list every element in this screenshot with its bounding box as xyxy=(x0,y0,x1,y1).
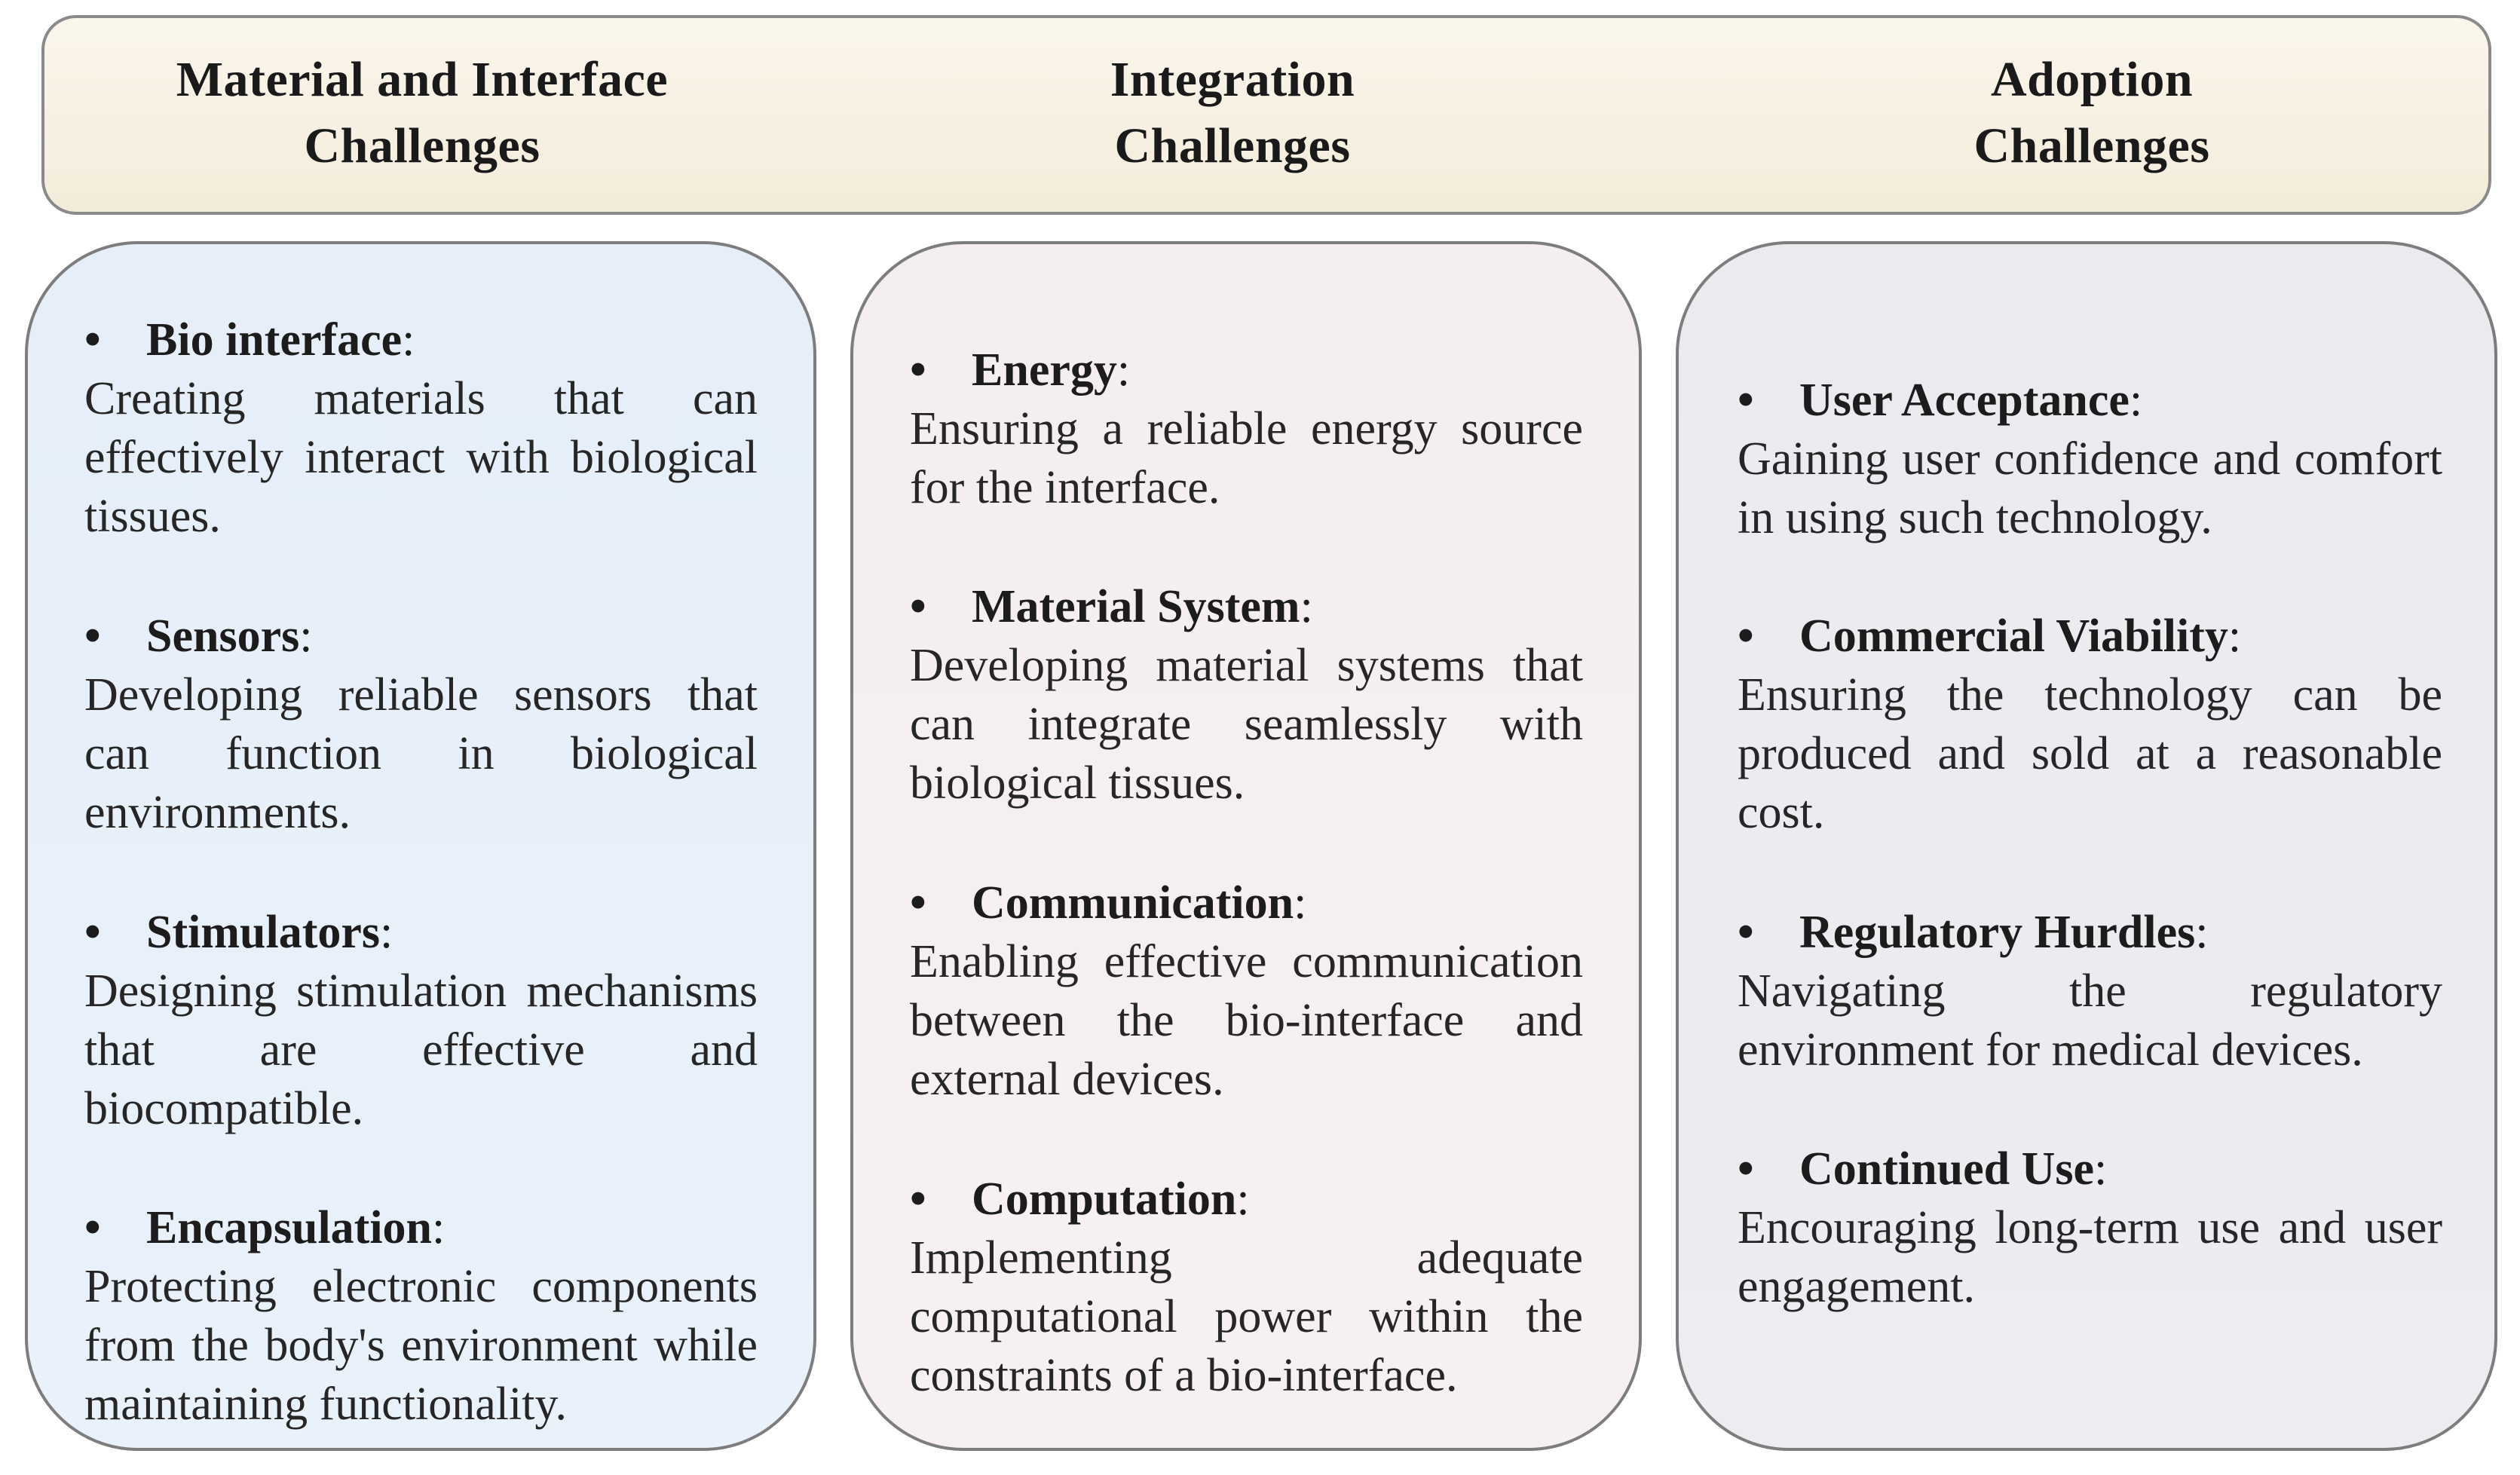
item-title: Sensors xyxy=(146,611,300,662)
item-description: Ensuring the technology can be produced and sold at a reasonable cost. xyxy=(1738,669,2442,838)
item-description: Enabling effective communication between the bio-interface and external devices. xyxy=(910,936,1583,1105)
header-line: Material and Interface xyxy=(176,52,669,107)
item-colon: : xyxy=(2129,375,2143,426)
header-adoption-challenges xyxy=(1866,47,2318,179)
bullet: • xyxy=(84,314,101,366)
list-item-sensors xyxy=(84,607,758,842)
header-line: Adoption xyxy=(1990,52,2194,107)
item-heading xyxy=(84,311,758,369)
bullet: • xyxy=(84,907,101,958)
item-heading xyxy=(84,903,758,962)
list-item-energy xyxy=(910,341,1583,517)
header-material-interface-challenges xyxy=(113,47,731,179)
item-colon: : xyxy=(1116,344,1131,396)
item-title: Bio interface xyxy=(146,314,403,366)
bullet: • xyxy=(1738,611,1754,662)
item-description: Implementing adequate computational power within the constraints of a bio-interface. xyxy=(910,1232,1583,1401)
item-colon: : xyxy=(2228,611,2242,662)
item-heading xyxy=(1738,607,2442,666)
item-title: Commercial Viability xyxy=(1799,611,2228,662)
item-heading xyxy=(910,1170,1583,1229)
item-title: Regulatory Hurdles xyxy=(1799,907,2196,958)
bullet: • xyxy=(84,611,101,662)
item-colon: : xyxy=(1300,581,1313,632)
item-heading xyxy=(910,874,1583,932)
bullet: • xyxy=(910,581,926,632)
bullet: • xyxy=(84,1202,101,1253)
list-item-communication xyxy=(910,874,1583,1109)
list-item-continued-use xyxy=(1738,1140,2442,1316)
header-line: Integration xyxy=(1110,52,1355,107)
item-title: Computation xyxy=(972,1174,1237,1225)
item-description: Designing stimulation mechanisms that are effective and biocompatible. xyxy=(84,965,758,1134)
item-title: Encapsulation xyxy=(146,1202,433,1253)
item-colon: : xyxy=(299,611,313,662)
item-colon: : xyxy=(402,314,415,366)
item-title: Communication xyxy=(972,877,1294,929)
header-line: Challenges xyxy=(304,118,540,173)
item-description: Developing material systems that can integrate seamlessly with biological tissues. xyxy=(910,640,1583,809)
item-colon: : xyxy=(432,1202,446,1253)
item-description: Protecting electronic components from the body's environment while maintaining functionality. xyxy=(84,1261,758,1430)
list-item-stimulators xyxy=(84,903,758,1138)
item-heading xyxy=(84,1198,758,1257)
item-colon: : xyxy=(1236,1174,1250,1225)
item-title: Material System xyxy=(972,581,1300,632)
list-item-computation xyxy=(910,1170,1583,1405)
item-description: Creating materials that can effectively interact with biological tissues. xyxy=(84,373,758,542)
item-heading xyxy=(1738,371,2442,430)
item-heading xyxy=(1738,903,2442,962)
bullet: • xyxy=(1738,1143,1754,1195)
item-title: User Acceptance xyxy=(1799,375,2130,426)
item-title: Continued Use xyxy=(1799,1143,2095,1195)
list-item-commercial-viability xyxy=(1738,607,2442,842)
list-item-encapsulation xyxy=(84,1198,758,1434)
list-item-material-system xyxy=(910,577,1583,812)
item-heading xyxy=(84,607,758,666)
item-description: Gaining user confidence and comfort in using such technology. xyxy=(1738,433,2442,543)
bullet: • xyxy=(1738,907,1754,958)
list-item-user-acceptance xyxy=(1738,371,2442,547)
item-description: Navigating the regulatory environment for medical devices. xyxy=(1738,965,2442,1076)
item-heading xyxy=(910,341,1583,399)
item-colon: : xyxy=(1294,877,1307,929)
header-line: Challenges xyxy=(1973,118,2210,173)
bullet: • xyxy=(1738,375,1754,426)
item-description: Encouraging long-term use and user engagement. xyxy=(1738,1202,2442,1312)
item-colon: : xyxy=(2094,1143,2108,1195)
item-heading xyxy=(1738,1140,2442,1198)
item-description: Ensuring a reliable energy source for the interface. xyxy=(910,403,1583,513)
item-colon: : xyxy=(380,907,393,958)
bullet: • xyxy=(910,1174,926,1225)
item-title: Energy xyxy=(972,344,1117,396)
item-title: Stimulators xyxy=(146,907,380,958)
list-item-bio-interface xyxy=(84,311,758,546)
header-line: Challenges xyxy=(1114,118,1351,173)
bullet: • xyxy=(910,344,926,396)
header-integration-challenges xyxy=(1006,47,1459,179)
item-colon: : xyxy=(2195,907,2209,958)
list-item-regulatory-hurdles xyxy=(1738,903,2442,1079)
item-description: Developing reliable sensors that can function in biological environments. xyxy=(84,669,758,838)
bullet: • xyxy=(910,877,926,929)
item-heading xyxy=(910,577,1583,636)
